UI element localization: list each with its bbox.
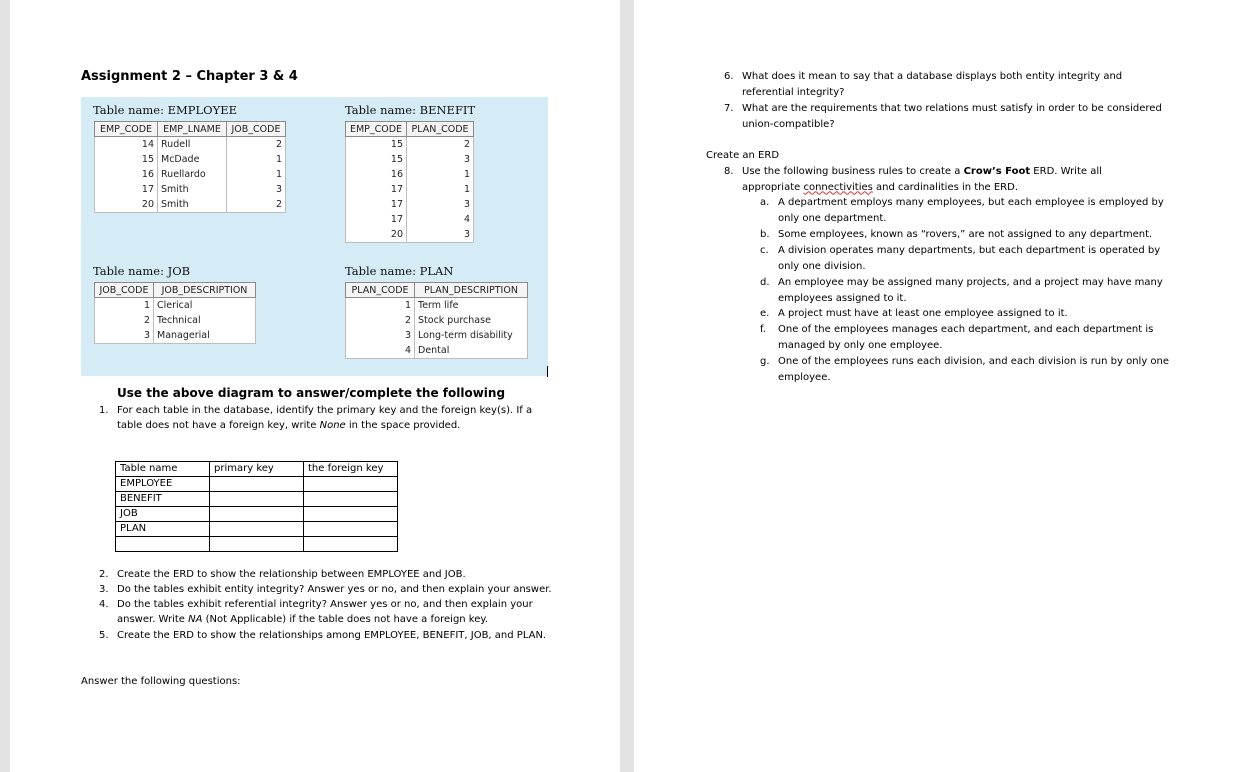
table-cell: 1: [95, 298, 154, 314]
key-table-name-cell: EMPLOYEE: [116, 477, 210, 492]
job-col-job-description: JOB_DESCRIPTION: [154, 283, 256, 298]
table-cell: Managerial: [154, 328, 256, 344]
employee-col-job-code: JOB_CODE: [227, 122, 286, 137]
table-row: [346, 197, 474, 212]
table-cell: 1: [227, 167, 286, 182]
foreign-key-cell[interactable]: [304, 492, 398, 507]
table-cell: Technical: [154, 313, 256, 328]
erd-heading: Create an ERD: [706, 150, 780, 161]
table-row: [95, 313, 256, 328]
table-cell: Stock purchase: [415, 313, 528, 328]
table-row: [346, 182, 474, 197]
employee-table: [94, 121, 286, 213]
key-table-row: [116, 477, 398, 492]
table-row: [346, 227, 474, 243]
database-tables-figure: [81, 97, 548, 376]
key-table-row: [116, 537, 398, 552]
answer-following-label: Answer the following questions:: [81, 676, 241, 687]
table-cell: 3: [407, 197, 474, 212]
key-table-name-cell: BENEFIT: [116, 492, 210, 507]
table-cell: Dental: [415, 343, 528, 359]
table-row: [346, 343, 528, 359]
table-cell: 20: [95, 197, 158, 213]
job-table: [94, 282, 256, 344]
benefit-table-title: Table name: BENEFIT: [345, 103, 476, 117]
table-cell: 1: [227, 152, 286, 167]
key-table-name-cell: [116, 537, 210, 552]
instruction-heading: Use the above diagram to answer/complete the following: [117, 386, 506, 400]
foreign-key-cell[interactable]: [304, 477, 398, 492]
table-cell: 17: [95, 182, 158, 197]
table-cell: 1: [346, 298, 415, 314]
table-cell: 1: [407, 167, 474, 182]
table-cell: 17: [346, 197, 407, 212]
table-row: [95, 167, 286, 182]
text-cursor: [547, 366, 548, 377]
primary-key-cell[interactable]: [210, 537, 304, 552]
table-cell: 15: [95, 152, 158, 167]
table-cell: 3: [407, 227, 474, 243]
employee-table-title: Table name: EMPLOYEE: [93, 103, 237, 117]
table-cell: 2: [227, 197, 286, 213]
table-cell: Term life: [415, 298, 528, 314]
table-row: [346, 328, 528, 343]
assignment-title: Assignment 2 – Chapter 3 & 4: [81, 69, 298, 84]
table-row: [95, 152, 286, 167]
table-cell: Ruellardo: [158, 167, 227, 182]
foreign-key-cell[interactable]: [304, 537, 398, 552]
key-table-row: [116, 507, 398, 522]
table-cell: 4: [407, 212, 474, 227]
plan-col-plan-description: PLAN_DESCRIPTION: [415, 283, 528, 298]
job-col-job-code: JOB_CODE: [95, 283, 154, 298]
job-table-title: Table name: JOB: [93, 264, 191, 278]
table-row: [346, 152, 474, 167]
table-cell: 15: [346, 137, 407, 153]
table-cell: 16: [95, 167, 158, 182]
left-page: Assignment 2 – Chapter 3 & 4 Table name: EMPLOYEE EMP_CODE EMP_LNAME JOB_CODE 14 Rudell 2 15 McDade 1 16 Ruellardo 1 17 Smith 3 20 Smith 2 Table name: BENEFIT EMP_CODE PLAN_CODE 15 2 15 3 16 1 17 1 17 3 17 4 20 3 Table name: JOB JOB_CODE JOB_DESCRIPTION 1 Clerical 2 Technical 3 Managerial Table name: PLAN PLAN_CODE PLAN_DESCRIPTION 1 Term life 2 Stock purchase 3 Long-term disability 4 Dental Use the above diagram to answer/complete the following 1. For each table in the database, identify the primary key and the foreign key(s). If a table does not have a foreign key, write None in the space provided. Table name primary key the foreign key EMPLOYEE BENEFIT JOB PLAN 2. Create the ERD to show the relationship between EMPLOYEE and JOB. 3. Do the tables exhibit entity integrity? Answer yes or no, and then explain your answer. 4. Do the tables exhibit referential integrity? Answer yes or no, and then explain your answer. Write NA (Not Applicable) if the table does not have a foreign key. 5. Create the ERD to show the relationships among EMPLOYEE, BENEFIT, JOB, and PLAN. Answer the following questions:: [10, 0, 620, 772]
foreign-key-cell[interactable]: [304, 507, 398, 522]
table-cell: 20: [346, 227, 407, 243]
primary-key-cell[interactable]: [210, 492, 304, 507]
table-row: [95, 182, 286, 197]
table-cell: McDade: [158, 152, 227, 167]
table-row: [95, 137, 286, 153]
table-cell: 17: [346, 182, 407, 197]
table-cell: Long-term disability: [415, 328, 528, 343]
employee-col-emp-code: EMP_CODE: [95, 122, 158, 137]
table-cell: 16: [346, 167, 407, 182]
table-cell: 2: [346, 313, 415, 328]
table-cell: Rudell: [158, 137, 227, 153]
spelling-flag: connectivities: [803, 181, 873, 193]
table-cell: Clerical: [154, 298, 256, 314]
plan-table-title: Table name: PLAN: [345, 264, 454, 278]
right-page: 6. What does it mean to say that a database displays both entity integrity and referential integrity? 7. What are the requirements that two relations must satisfy in order to be considered union-compatible? Create an ERD 8. Use the following business rules to create a Crow’s Foot ERD. Write all appropriate connectivities and cardinalities in the ERD. a. A department employs many employees, but each employee is employed by only one department. b. Some employees, known as “rovers,” are not assigned to any department. c. A division operates many departments, but each department is operated by only one division. d. An employee may be assigned many projects, and a project may have many employees assigned to it. e. A project must have at least one employee assigned to it. f. One of the employees manages each department, and each department is managed by only one employee. g. One of the employees runs each division, and each division is run by only one employee.: [634, 0, 1241, 772]
table-cell: 2: [227, 137, 286, 153]
table-cell: 3: [95, 328, 154, 344]
key-answer-table[interactable]: [115, 461, 398, 552]
table-row: [95, 298, 256, 314]
key-table-row: [116, 492, 398, 507]
table-cell: Smith: [158, 197, 227, 213]
table-row: [346, 313, 528, 328]
table-row: [95, 328, 256, 344]
table-row: [346, 137, 474, 153]
employee-col-emp-lname: EMP_LNAME: [158, 122, 227, 137]
plan-table: [345, 282, 528, 359]
table-row: [346, 167, 474, 182]
key-col-primary-key: primary key: [210, 462, 304, 477]
primary-key-cell[interactable]: [210, 477, 304, 492]
key-col-foreign-key: the foreign key: [304, 462, 398, 477]
key-table-name-cell: PLAN: [116, 522, 210, 537]
table-row: [95, 197, 286, 213]
table-row: [346, 212, 474, 227]
table-cell: 3: [227, 182, 286, 197]
benefit-col-emp-code: EMP_CODE: [346, 122, 407, 137]
benefit-table: [345, 121, 474, 243]
table-cell: Smith: [158, 182, 227, 197]
table-cell: 3: [346, 328, 415, 343]
foreign-key-cell[interactable]: [304, 522, 398, 537]
key-table-row: [116, 522, 398, 537]
table-cell: 15: [346, 152, 407, 167]
table-row: [346, 298, 528, 314]
table-cell: 2: [407, 137, 474, 153]
table-cell: 3: [407, 152, 474, 167]
table-cell: 4: [346, 343, 415, 359]
key-table-name-cell: JOB: [116, 507, 210, 522]
table-cell: 14: [95, 137, 158, 153]
primary-key-cell[interactable]: [210, 522, 304, 537]
plan-col-plan-code: PLAN_CODE: [346, 283, 415, 298]
table-cell: 2: [95, 313, 154, 328]
primary-key-cell[interactable]: [210, 507, 304, 522]
table-cell: 1: [407, 182, 474, 197]
table-cell: 17: [346, 212, 407, 227]
benefit-col-plan-code: PLAN_CODE: [407, 122, 474, 137]
key-col-table-name: Table name: [116, 462, 210, 477]
